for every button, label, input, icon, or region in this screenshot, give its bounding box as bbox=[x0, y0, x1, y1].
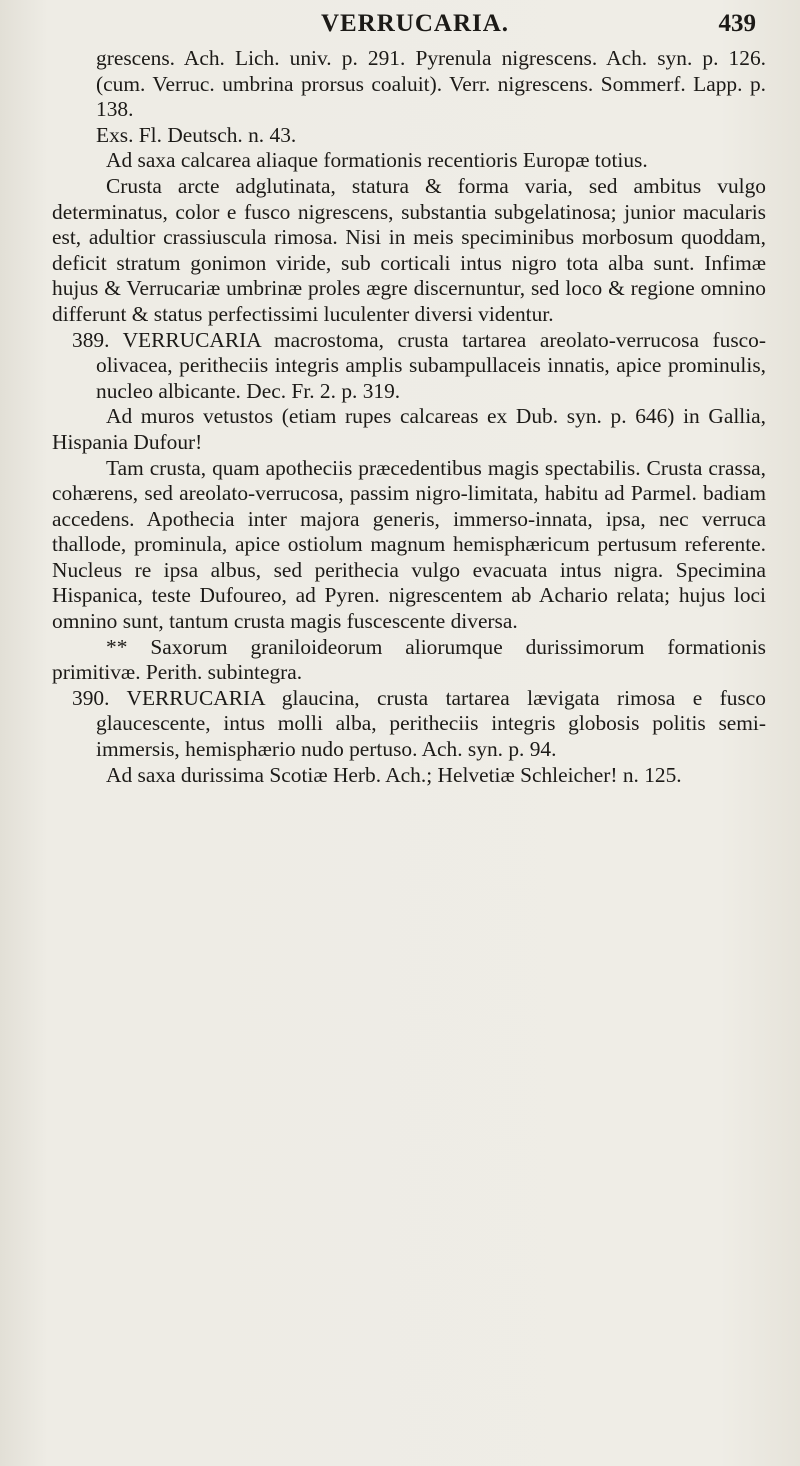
section-heading: ** Saxorum graniloideorum aliorumque durissimorum formationis primitivæ. Perith. subintegra. bbox=[52, 634, 766, 685]
paragraph-habitat-390: Ad saxa durissima Scotiæ Herb. Ach.; Helvetiæ Schleicher! n. 125. bbox=[106, 762, 682, 787]
paragraph-description: Crusta arcte adglutinata, statura & forma varia, sed ambitus vulgo determinatus, color e fusco nigrescens, substantia subgelatinosa; junior macularis est, adultior crassiuscula rimosa. Nisi in meis speciminibus morbosum quoddam, deficit stratum gonimon viride, sub corticali intus nigro tota alba sunt. Infimæ hujus & Verrucariæ umbrinæ proles ægre discernuntur, sed loco & regione omnino differunt & status perfectissimi luculenter diversi videntur. bbox=[52, 173, 766, 326]
entry-389: 389. VERRUCARIA macrostoma, crusta tartarea areolato-verrucosa fusco-olivacea, peritheciis integris amplis subampullaceis innatis, apice prominulis, nucleo albicante. Dec. Fr. 2. p. 319. bbox=[72, 327, 766, 403]
paragraph-description-389: Tam crusta, quam apotheciis præcedentibus magis spectabilis. Crusta crassa, cohærens, sed areolato-verrucosa, passim nigro-limitata, habitu ad Parmel. badiam accedens. Apothecia inter majora generis, immerso-innata, ipsa, nec verruca thallode, prominula, apice ostiolum magnum hemisphæricum pertusum referente. Nucleus re ipsa albus, sed perithecia vulgo evacuata intus nigra. Specimina Hispanica, teste Dufoureo, ad Pyren. nigrescentem ab Achario relata; hujus loci omnino sunt, tantum crusta magis fuscescente diversa. bbox=[52, 455, 766, 634]
page-header bbox=[70, 10, 760, 44]
paragraph-exsiccatae: Exs. Fl. Deutsch. n. 43. bbox=[96, 122, 297, 147]
text-block bbox=[52, 46, 766, 788]
paragraph-habitat: Ad saxa calcarea aliaque formationis recentioris Europæ totius. bbox=[106, 148, 648, 173]
paragraph-habitat-389: Ad muros vetustos (etiam rupes calcareas ex Dub. syn. p. 646) in Gallia, Hispania Dufour! bbox=[52, 404, 766, 454]
paragraph-synonyms: grescens. Ach. Lich. univ. p. 291. Pyrenula nigrescens. Ach. syn. p. 126. (cum. Verruc. umbrina prorsus coaluit). Verr. nigrescens. Sommerf. Lapp. p. 138. bbox=[96, 46, 766, 122]
running-head: VERRUCARIA. bbox=[320, 10, 510, 37]
entry-390: 390. VERRUCARIA glaucina, crusta tartarea lævigata rimosa e fusco glaucescente, intus molli alba, peritheciis integris globosis politis semi-immersis, hemisphærio nudo pertuso. Ach. syn. p. 94. bbox=[72, 685, 766, 762]
page-number: 439 bbox=[718, 10, 756, 37]
